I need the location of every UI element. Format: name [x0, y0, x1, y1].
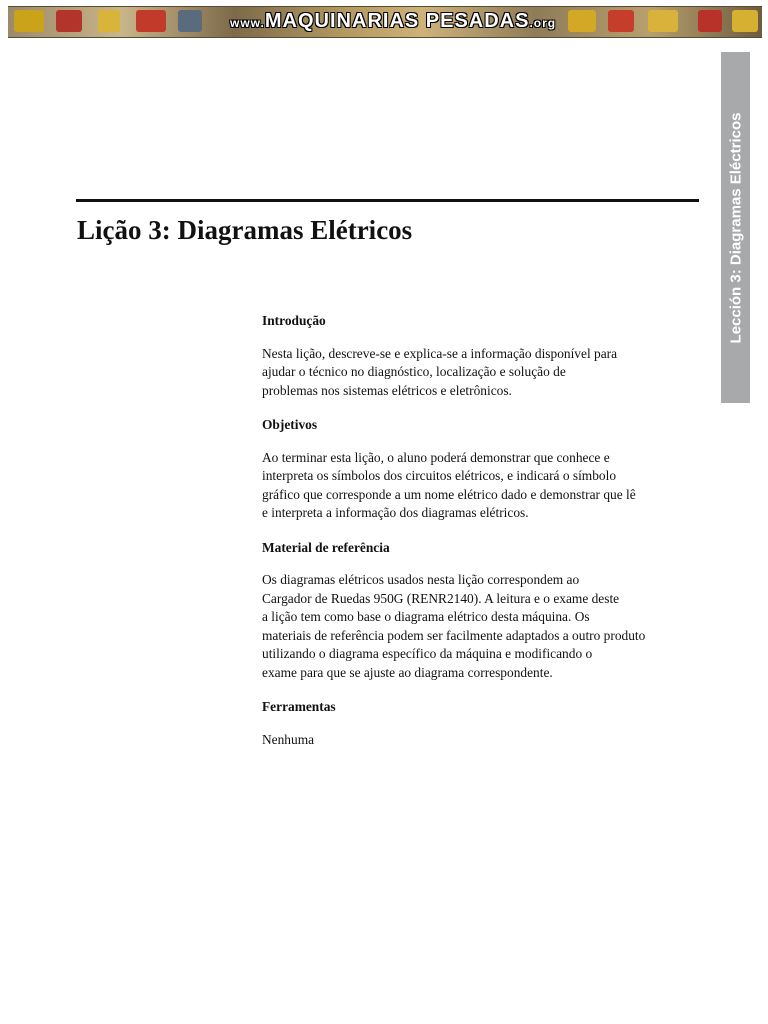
- truck-image: [698, 10, 722, 32]
- crane-image: [178, 10, 202, 32]
- url-prefix: www.: [230, 16, 265, 30]
- page-title: Lição 3: Diagramas Elétricos: [77, 215, 413, 245]
- section-heading-introducao: Introdução: [262, 313, 326, 328]
- section-heading-objetivos: Objetivos: [262, 417, 318, 432]
- loader-image: [14, 10, 44, 32]
- url-main: MAQUINARIAS PESADAS: [264, 10, 530, 32]
- site-banner: [8, 6, 762, 38]
- side-tab-label: Lección 3: Diagramas Eléctricos: [727, 112, 744, 343]
- dozer-image: [98, 10, 120, 32]
- loader-image: [568, 10, 596, 32]
- section-heading-ferramentas: Ferramentas: [262, 699, 336, 714]
- title-rule: [76, 199, 699, 202]
- excavator-image: [56, 10, 82, 32]
- excavator-image: [608, 10, 634, 32]
- lesson-content: [262, 312, 702, 765]
- truck-image: [136, 10, 166, 32]
- section-body-ferramentas: Nenhuma: [262, 731, 315, 747]
- section-body-introducao: Nesta lição, descreve-se e explica-se a informação disponível para ajudar o técnico no diagnóstico, localização e solução de problemas nos sistemas elétricos e eletrônicos.: [262, 345, 618, 398]
- url-suffix: .org: [529, 16, 557, 30]
- chapter-side-tab: [721, 52, 750, 403]
- dozer-image: [648, 10, 678, 32]
- site-url-logo: [230, 9, 556, 35]
- section-heading-material: Material de referência: [262, 539, 390, 555]
- section-body-material: Os diagramas elétricos usados nesta lição correspondem ao Cargador de Ruedas 950G (RENR2140). A leitura e o exame deste a lição tem como base o diagrama elétrico desta máquina. Os materiais de referência podem ser facilmente adaptados a outro produto utilizando o diagrama específico da máquina e modificando o exame para que se ajuste ao diagrama correspondente.: [262, 572, 646, 680]
- section-body-objetivos: Ao terminar esta lição, o aluno poderá demonstrar que conhece e interpreta os símbolos dos circuitos elétricos, e indicará o símbolo gráfico que corresponde a um nome elétrico dado e demonstrar que lê e interpreta a informação dos diagramas elétricos.: [262, 449, 636, 520]
- grader-image: [732, 10, 758, 32]
